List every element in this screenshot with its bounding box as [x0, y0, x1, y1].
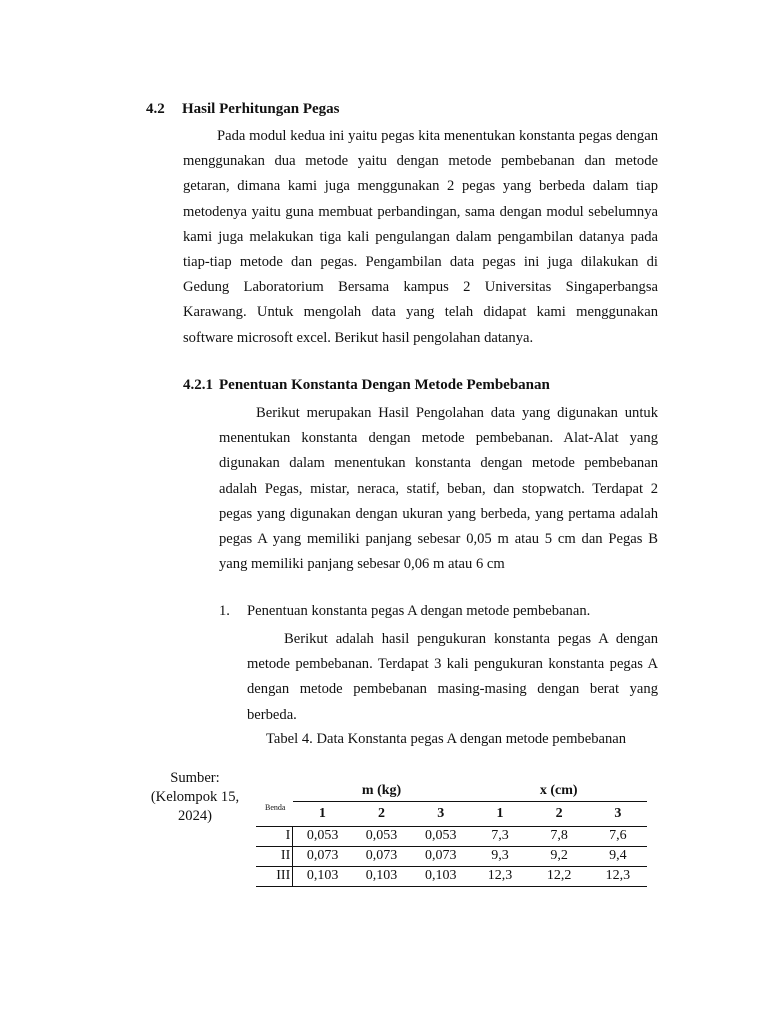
mass-cell: 0,053 — [293, 826, 352, 846]
displacement-cell: 7,8 — [530, 826, 589, 846]
section-number: 4.2 — [146, 101, 165, 117]
trial-header: 1 — [470, 802, 529, 827]
list-item — [219, 603, 590, 620]
displacement-cell: 12,3 — [589, 866, 647, 886]
trial-header: 3 — [411, 802, 470, 827]
trial-header: 1 — [293, 802, 352, 827]
table-row — [256, 826, 647, 846]
displacement-cell: 12,2 — [530, 866, 589, 886]
mass-cell: 0,073 — [352, 846, 411, 866]
trial-header: 2 — [530, 802, 589, 827]
subsection-paragraph: Berikut merupakan Hasil Pengolahan data yang digunakan untuk menentukan konstanta dengan metode pembebanan. Alat-Alat yang digunakan dalam menentukan konstanta dengan metode pembebanan adalah Pegas, mistar, neraca, statif, beban, dan stopwatch. Terdapat 2 pegas yang digunakan dengan ukuran yang berbeda, yang pertama adalah pegas A yang memiliki panjang sebesar 0,05 m atau 5 cm dan Pegas B yang memiliki panjang sebesar 0,06 m atau 6 cm — [219, 405, 658, 573]
group-header-displacement: x (cm) — [470, 781, 647, 802]
list-item-number: 1. — [219, 603, 230, 619]
subsection-number: 4.2.1 — [183, 377, 213, 393]
group-header-mass: m (kg) — [293, 781, 471, 802]
mass-cell: 0,053 — [411, 826, 470, 846]
subsection-heading — [183, 377, 550, 394]
subsection-title: Penentuan Konstanta Dengan Metode Pembebanan — [219, 377, 550, 393]
list-item-paragraph: Berikut adalah hasil pengukuran konstanta pegas A dengan metode pembebanan. Terdapat 3 kali pengukuran konstanta pegas A dengan metode pembebanan masing-masing dengan berat yang berbeda. — [247, 631, 658, 723]
displacement-cell: 9,4 — [589, 846, 647, 866]
table-row — [256, 846, 647, 866]
displacement-cell: 12,3 — [470, 866, 529, 886]
section-heading — [146, 101, 340, 118]
row-label: II — [256, 846, 293, 866]
mass-cell: 0,103 — [293, 866, 352, 886]
section-title: Hasil Perhitungan Pegas — [182, 101, 340, 117]
mass-cell: 0,073 — [411, 846, 470, 866]
data-table — [256, 781, 647, 887]
intro-paragraph: Pada modul kedua ini yaitu pegas kita menentukan konstanta pegas dengan menggunakan dua metode yaitu dengan metode pembebanan dan metode getaran, dimana kami juga menggunakan 2 pegas yang berbeda dalam tiap metodenya yaitu guna membuat perbandingan, sama dengan modul sebelumnya kami juga melakukan tiga kali pengulangan dalam pengambilan datanya pada tiap-tiap metode dan pegas. Pengambilan data pegas ini juga dilakukan di Gedung Laboratorium Bersama kampus 2 Universitas Singaperbangsa Karawang. Untuk mengolah data yang telah didapat kami menggunakan software microsoft excel. Berikut hasil pengolahan datanya. — [183, 128, 658, 346]
row-label: I — [256, 826, 293, 846]
table-row — [256, 866, 647, 886]
mass-cell: 0,053 — [352, 826, 411, 846]
list-item-text: Penentuan konstanta pegas A dengan metode pembebanan. — [247, 603, 591, 619]
displacement-cell: 7,6 — [589, 826, 647, 846]
trial-header: 3 — [589, 802, 647, 827]
mass-cell: 0,073 — [293, 846, 352, 866]
table-caption: Tabel 4. Data Konstanta pegas A dengan metode pembebanan — [266, 731, 627, 747]
table-source: Sumber: (Kelompok 15, 2024) — [150, 770, 240, 824]
mass-cell: 0,103 — [411, 866, 470, 886]
mass-cell: 0,103 — [352, 866, 411, 886]
header-blank-cell — [256, 781, 293, 802]
displacement-cell: 7,3 — [470, 826, 529, 846]
displacement-cell: 9,2 — [530, 846, 589, 866]
row-label: III — [256, 866, 293, 886]
displacement-cell: 9,3 — [470, 846, 529, 866]
row-header-label: Benda — [256, 802, 293, 827]
trial-header: 2 — [352, 802, 411, 827]
